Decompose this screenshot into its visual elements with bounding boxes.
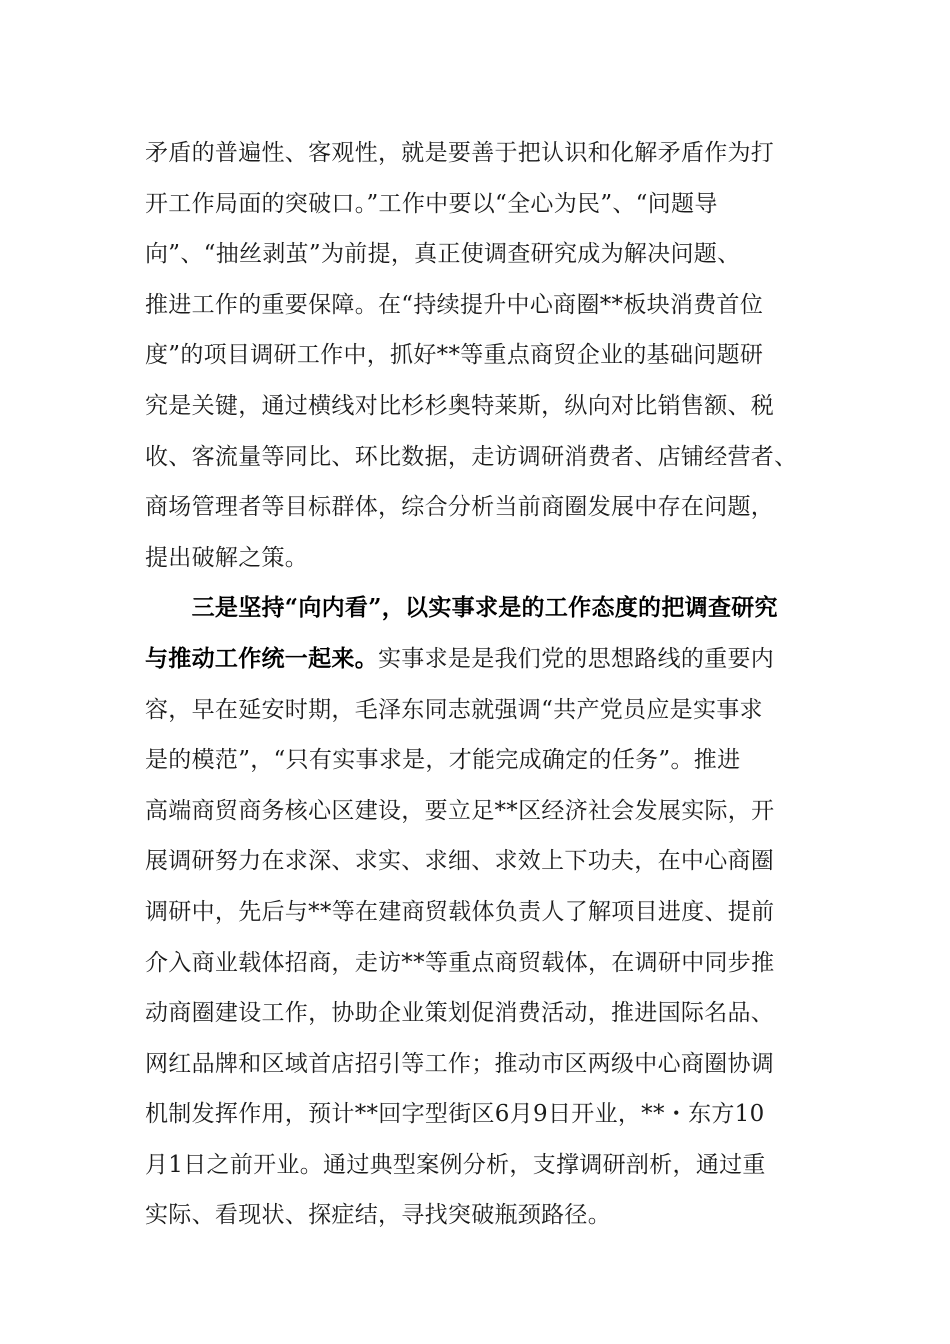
paragraph-text: 实事求是是我们党的思想路线的重要内: [378, 645, 775, 672]
paragraph-line: 矛盾的普遍性、客观性，就是要善于把认识和化解矛盾作为打: [145, 140, 775, 166]
paragraph-line: 向”、“抽丝剥茧”为前提，真正使调查研究成为解决问题、: [145, 241, 741, 268]
paragraph-line: [145, 634, 825, 685]
paragraph-1: [145, 128, 825, 583]
paragraph-line: 容，早在延安时期，毛泽东同志就强调“共产党员应是实事求: [145, 696, 763, 723]
paragraph-line: 调研中，先后与**等在建商贸载体负责人了解项目进度、提前: [145, 898, 775, 925]
paragraph-line: 介入商业载体招商，走访**等重点商贸载体，在调研中同步推: [145, 949, 775, 976]
paragraph-line: 商场管理者等目标群体，综合分析当前商圈发展中存在问题，: [145, 494, 775, 521]
paragraph-line: 动商圈建设工作，协助企业策划促消费活动，推进国际名品、: [145, 1000, 775, 1027]
paragraph-line: 提出破解之策。: [145, 544, 309, 571]
paragraph-line: 高端商贸商务核心区建设，要立足**区经济社会发展实际，开: [145, 797, 775, 824]
document-body: [145, 128, 825, 1241]
paragraph-line: 推进工作的重要保障。在“持续提升中心商圈**板块消费首位: [145, 291, 764, 318]
paragraph-line: 收、客流量等同比、环比数据，走访调研消费者、店铺经营者、: [145, 443, 798, 470]
paragraph-heading: 三是坚持“向内看”，以实事求是的工作态度的把调查研究: [145, 594, 778, 622]
paragraph-line: 开工作局面的突破口。”工作中要以“全心为民”、“问题导: [145, 190, 718, 217]
paragraph-line: 机制发挥作用，预计**回字型街区6月9日开业，**・东方10: [145, 1101, 765, 1128]
paragraph-line: 展调研努力在求深、求实、求细、求效上下功夫，在中心商圈: [145, 848, 775, 875]
paragraph-heading-end: 与推动工作统一起来。: [145, 644, 378, 672]
paragraph-line: 究是关键，通过横线对比杉杉奥特莱斯，纵向对比销售额、税: [145, 392, 775, 419]
paragraph-line: 月1日之前开业。通过典型案例分析，支撑调研剖析，通过重: [145, 1151, 766, 1178]
paragraph-line: 网红品牌和区域首店招引等工作；推动市区两级中心商圈协调: [145, 1050, 775, 1077]
paragraph-line: 实际、看现状、探症结，寻找突破瓶颈路径。: [145, 1202, 611, 1229]
paragraph-line: 度”的项目调研工作中，抓好**等重点商贸企业的基础问题研: [145, 342, 764, 369]
paragraph-2: [145, 583, 825, 1241]
paragraph-line: 是的模范”，“只有实事求是，才能完成确定的任务”。推进: [145, 747, 741, 774]
